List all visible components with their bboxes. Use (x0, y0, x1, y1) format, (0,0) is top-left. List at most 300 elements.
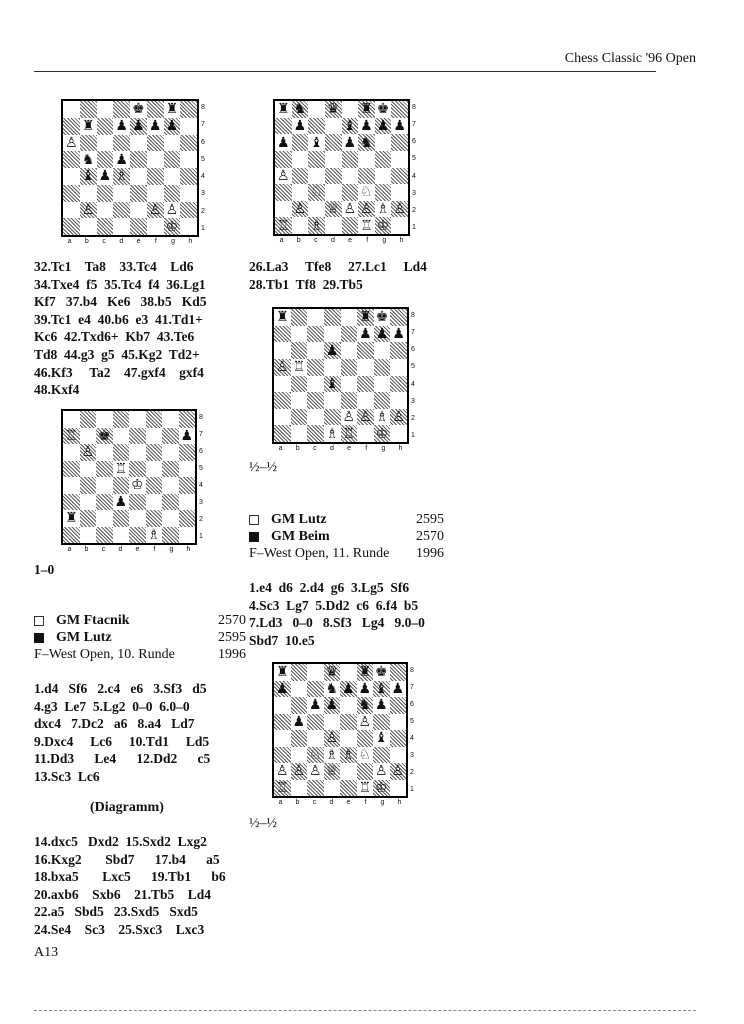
square-h8 (390, 309, 407, 326)
square-c2 (307, 763, 324, 780)
square-c5 (307, 714, 324, 731)
rank-label: 8 (411, 312, 415, 320)
square-a8 (275, 101, 292, 118)
rank-label: 3 (411, 397, 415, 405)
square-c5 (307, 359, 324, 376)
square-f5 (357, 359, 374, 376)
square-c5 (97, 151, 114, 168)
square-f3 (357, 747, 374, 764)
square-b4 (80, 168, 97, 185)
square-c4 (96, 477, 113, 494)
square-b8 (80, 101, 97, 118)
square-b5 (80, 461, 97, 478)
square-a2 (63, 510, 80, 527)
white-square-icon (34, 616, 44, 626)
square-h3 (180, 185, 197, 202)
square-f8 (146, 411, 163, 428)
square-d4 (325, 168, 342, 185)
file-label: f (153, 546, 156, 553)
square-g6 (164, 135, 181, 152)
file-label: d (329, 445, 334, 452)
square-f1 (147, 218, 164, 235)
game3-white-player: GM Lutz (271, 511, 327, 527)
file-label: g (381, 445, 386, 452)
square-d1 (324, 780, 341, 797)
square-b1 (292, 217, 309, 234)
square-a1 (63, 218, 80, 235)
square-b7 (291, 326, 308, 343)
game1-result: 1–0 (34, 562, 55, 577)
square-d1 (324, 425, 341, 442)
square-d8 (325, 101, 342, 118)
square-a2 (274, 409, 291, 426)
chess-piece: ♙ (81, 444, 95, 461)
chess-piece: ♟ (376, 117, 390, 134)
chess-piece: ♗ (115, 168, 128, 185)
chess-piece: ♟ (98, 168, 112, 185)
square-h1 (179, 527, 196, 544)
square-d2 (324, 409, 341, 426)
square-g1 (375, 217, 392, 234)
square-g1 (373, 780, 390, 797)
square-a2 (63, 202, 80, 219)
square-a5 (63, 151, 80, 168)
file-label: e (347, 445, 352, 452)
square-f4 (147, 168, 164, 185)
square-g6 (162, 444, 179, 461)
square-b5 (291, 714, 308, 731)
game2-moves-part1: 1.d4 Sf6 2.c4 e6 3.Sf3 d5 4.g3 Le7 5.Lg2 0–0 6.0–0 dxc4 7.Dc2 a6 8.a4 Ld7 9.Dxc4 Lc6 10.Td1 Ld5 11.Dd3 Le4 12.Dd2 c5 13.Sc3 Lc6 (34, 681, 211, 784)
chess-piece: ♟ (115, 118, 128, 135)
square-g3 (374, 392, 391, 409)
square-c7 (307, 681, 324, 698)
game2-black-elo: 2595 (218, 629, 246, 645)
file-label: b (295, 445, 300, 452)
page-number: A13 (34, 945, 59, 960)
square-e2 (342, 201, 359, 218)
footer-rule (34, 1010, 696, 1011)
square-e5 (130, 151, 147, 168)
chess-piece: ♔ (375, 425, 389, 442)
game2-header (34, 612, 246, 663)
square-a8 (63, 101, 80, 118)
square-h4 (391, 168, 408, 185)
chess-piece: ♚ (97, 427, 111, 444)
file-label: a (67, 238, 72, 245)
square-g7 (374, 326, 391, 343)
chess-piece: ♟ (392, 325, 405, 342)
square-b8 (291, 309, 308, 326)
square-d6 (324, 342, 341, 359)
file-label: c (102, 238, 106, 245)
square-d7 (113, 118, 130, 135)
square-e1 (130, 218, 147, 235)
square-h1 (180, 218, 197, 235)
chess-piece: ♛ (326, 101, 340, 118)
square-c7 (307, 326, 324, 343)
square-f3 (357, 392, 374, 409)
square-g7 (373, 681, 390, 698)
square-h7 (180, 118, 197, 135)
chess-piece: ♟ (343, 134, 357, 151)
square-d7 (325, 118, 342, 135)
square-d1 (113, 218, 130, 235)
square-d6 (325, 134, 342, 151)
square-h5 (390, 714, 407, 731)
chess-piece: ♟ (359, 325, 372, 342)
square-f4 (358, 168, 375, 185)
square-e6 (129, 444, 146, 461)
chess-piece: ♞ (325, 680, 339, 697)
square-a5 (274, 714, 291, 731)
square-c7 (308, 118, 325, 135)
square-h8 (179, 411, 196, 428)
square-f8 (147, 101, 164, 118)
chess-piece: ♖ (114, 460, 128, 477)
rank-label: 7 (199, 431, 203, 438)
rank-label: 3 (412, 189, 416, 197)
square-f7 (147, 118, 164, 135)
square-f3 (358, 184, 375, 201)
rank-label: 1 (201, 224, 205, 232)
chess-piece: ♚ (376, 101, 390, 118)
file-label: h (398, 445, 403, 452)
chess-piece: ♟ (132, 118, 145, 135)
chess-piece: ♟ (292, 713, 306, 730)
square-h5 (180, 151, 197, 168)
square-a4 (274, 730, 291, 747)
square-c8 (96, 411, 113, 428)
chess-piece: ♟ (114, 493, 128, 510)
square-a3 (63, 494, 80, 511)
square-g7 (164, 118, 181, 135)
square-e3 (340, 747, 357, 764)
chess-diagram-5 (272, 662, 414, 806)
square-d4 (324, 730, 341, 747)
chess-piece: ♙ (275, 763, 289, 780)
square-a2 (275, 201, 292, 218)
chess-piece: ♟ (275, 680, 289, 697)
chess-piece: ♞ (360, 134, 373, 151)
square-c4 (307, 376, 324, 393)
square-g5 (164, 151, 181, 168)
square-h3 (390, 392, 407, 409)
black-square-icon (34, 633, 44, 643)
file-label: b (84, 546, 89, 553)
square-g3 (164, 185, 181, 202)
game3-year: 1996 (416, 545, 444, 561)
chess-piece: ♟ (325, 697, 339, 714)
chess-piece: ♟ (115, 151, 128, 168)
square-a3 (63, 185, 80, 202)
chess-piece: ♚ (374, 664, 388, 681)
rank-label: 6 (411, 346, 415, 354)
square-g8 (375, 101, 392, 118)
file-label: e (346, 799, 351, 806)
square-d2 (113, 510, 130, 527)
chess-diagram-2 (61, 409, 203, 553)
square-c8 (97, 101, 114, 118)
square-h5 (179, 461, 196, 478)
square-d7 (324, 681, 341, 698)
square-c2 (96, 510, 113, 527)
chess-piece: ♘ (360, 184, 373, 201)
chess-piece: ♖ (64, 427, 78, 444)
chess-piece: ♜ (64, 510, 78, 527)
chess-piece: ♖ (292, 359, 306, 376)
square-e2 (340, 763, 357, 780)
square-c2 (308, 201, 325, 218)
chess-piece: ♟ (180, 427, 194, 444)
square-b2 (291, 763, 308, 780)
square-b4 (80, 477, 97, 494)
square-d3 (325, 184, 342, 201)
square-h1 (390, 425, 407, 442)
square-d8 (113, 101, 130, 118)
chess-piece: ♙ (165, 201, 179, 218)
chess-piece: ♖ (360, 217, 373, 234)
square-e8 (342, 101, 359, 118)
chess-piece: ♟ (375, 325, 389, 342)
file-label: a (67, 546, 72, 553)
square-c6 (307, 342, 324, 359)
square-e7 (342, 118, 359, 135)
chess-piece: ♗ (325, 425, 339, 442)
square-a6 (274, 342, 291, 359)
square-a7 (274, 681, 291, 698)
rank-label: 4 (410, 735, 414, 742)
file-label: c (313, 445, 317, 452)
square-c7 (96, 428, 113, 445)
chess-piece: ♙ (81, 201, 95, 218)
square-b2 (80, 202, 97, 219)
square-f3 (147, 185, 164, 202)
square-e5 (342, 151, 359, 168)
square-b1 (291, 425, 308, 442)
square-h7 (390, 681, 407, 698)
rank-label: 3 (410, 752, 414, 759)
square-b3 (291, 392, 308, 409)
square-b7 (80, 118, 97, 135)
square-g8 (373, 664, 390, 681)
square-c3 (96, 494, 113, 511)
square-h1 (391, 217, 408, 234)
file-label: g (380, 799, 385, 806)
square-g1 (164, 218, 181, 235)
square-f2 (146, 510, 163, 527)
square-f6 (146, 444, 163, 461)
square-d6 (113, 444, 130, 461)
file-label: b (296, 237, 301, 244)
square-h2 (179, 510, 196, 527)
chess-piece: ♕ (325, 763, 339, 780)
rank-label: 6 (410, 701, 414, 708)
chess-piece: ♞ (81, 151, 95, 168)
rank-label: 2 (199, 516, 203, 523)
square-a1 (274, 780, 291, 797)
square-a4 (275, 168, 292, 185)
game2-black-player: GM Lutz (56, 629, 112, 645)
file-label: a (278, 799, 283, 806)
chess-piece: ♗ (375, 409, 389, 426)
chess-piece: ♜ (359, 309, 372, 326)
chess-piece: ♟ (360, 117, 373, 134)
square-d3 (113, 185, 130, 202)
square-f6 (358, 134, 375, 151)
square-e6 (341, 342, 358, 359)
rank-label: 4 (412, 172, 416, 180)
square-a6 (275, 134, 292, 151)
rank-label: 3 (201, 190, 205, 198)
game2-white-player: GM Ftacnik (56, 612, 130, 628)
rank-label: 7 (411, 329, 415, 337)
file-label: f (366, 237, 369, 244)
rank-label: 2 (411, 414, 415, 422)
square-g6 (373, 697, 390, 714)
square-c7 (97, 118, 114, 135)
file-label: f (154, 238, 157, 245)
square-a8 (63, 411, 80, 428)
game2-year: 1996 (218, 646, 246, 662)
square-f4 (357, 376, 374, 393)
square-f5 (358, 151, 375, 168)
header-rule (34, 71, 656, 72)
square-h4 (390, 730, 407, 747)
file-label: a (279, 237, 284, 244)
square-d3 (324, 747, 341, 764)
square-a5 (275, 151, 292, 168)
chess-piece: ♖ (277, 217, 290, 234)
square-b5 (292, 151, 309, 168)
square-d5 (325, 151, 342, 168)
square-e7 (341, 326, 358, 343)
square-e2 (341, 409, 358, 426)
chess-piece: ♝ (374, 680, 388, 697)
square-c3 (308, 184, 325, 201)
square-e1 (340, 780, 357, 797)
square-g3 (373, 747, 390, 764)
square-d3 (324, 392, 341, 409)
file-label: d (119, 238, 124, 245)
square-f2 (357, 763, 374, 780)
square-b1 (80, 218, 97, 235)
square-a7 (275, 118, 292, 135)
rank-label: 8 (410, 667, 414, 674)
chess-piece: ♗ (376, 201, 390, 218)
rank-label: 5 (411, 363, 415, 371)
square-g3 (375, 184, 392, 201)
chess-piece: ♛ (325, 664, 339, 681)
rank-label: 5 (199, 465, 203, 472)
square-e4 (130, 168, 147, 185)
square-b6 (292, 134, 309, 151)
game3-result: ½–½ (249, 816, 277, 831)
square-h4 (179, 477, 196, 494)
square-e8 (341, 309, 358, 326)
chess-piece: ♙ (359, 409, 372, 426)
chess-piece: ♔ (376, 217, 390, 234)
game3-white-elo: 2595 (416, 511, 444, 527)
square-c1 (307, 425, 324, 442)
game2-moves-col2: 26.La3 Tfe8 27.Lc1 Ld4 28.Tb1 Tf8 29.Tb5 (249, 259, 427, 292)
square-c1 (308, 217, 325, 234)
square-d3 (113, 494, 130, 511)
square-e4 (341, 376, 358, 393)
square-e5 (340, 714, 357, 731)
square-g5 (375, 151, 392, 168)
chess-piece: ♟ (293, 117, 307, 134)
square-h7 (391, 118, 408, 135)
square-f6 (147, 135, 164, 152)
chess-piece: ♟ (393, 117, 406, 134)
square-d2 (325, 201, 342, 218)
game1-moves: 32.Tc1 Ta8 33.Tc4 Ld6 34.Txe4 f5 35.Tc4 f4 36.Lg1 Kf7 37.b4 Ke6 38.b5 Kd5 39.Tc1 e4 40.b6 e3 41.Td1+ Kc6 42.Txd6+ Kb7 43.Te6 Td8 44.g3 g5 45.Kg2 Td2+ 46.Kf3 Ta2 47.gxf4 gxf4 48.Kxf4 (34, 259, 207, 398)
square-g2 (375, 201, 392, 218)
chess-diagram-4 (272, 307, 415, 452)
rank-label: 7 (412, 121, 416, 129)
square-h3 (390, 747, 407, 764)
rank-label: 8 (412, 104, 416, 112)
rank-label: 6 (412, 138, 416, 146)
file-label: h (188, 238, 193, 245)
file-label: d (329, 799, 334, 806)
chess-piece: ♝ (343, 117, 357, 134)
square-g4 (373, 730, 390, 747)
square-a1 (275, 217, 292, 234)
square-d5 (113, 461, 130, 478)
rank-label: 1 (199, 533, 203, 540)
square-e3 (341, 392, 358, 409)
square-e8 (129, 411, 146, 428)
square-a4 (274, 376, 291, 393)
game2-white-elo: 2570 (218, 612, 246, 628)
square-g7 (375, 118, 392, 135)
chess-piece: ♟ (374, 697, 388, 714)
square-b6 (80, 135, 97, 152)
file-label: f (364, 799, 367, 806)
chess-piece: ♙ (293, 201, 307, 218)
square-c6 (307, 697, 324, 714)
chess-piece: ♜ (276, 309, 289, 326)
square-d1 (113, 527, 130, 544)
square-h7 (390, 326, 407, 343)
file-label: g (171, 238, 176, 245)
chess-piece: ♔ (165, 218, 179, 235)
square-f6 (357, 342, 374, 359)
square-f1 (358, 217, 375, 234)
square-e2 (130, 202, 147, 219)
square-d4 (113, 168, 130, 185)
square-a8 (274, 309, 291, 326)
square-a7 (274, 326, 291, 343)
chess-piece: ♖ (342, 425, 356, 442)
square-f1 (146, 527, 163, 544)
square-g1 (374, 425, 391, 442)
square-e4 (342, 168, 359, 185)
file-label: a (278, 445, 283, 452)
rank-label: 8 (199, 414, 203, 421)
square-e2 (129, 510, 146, 527)
square-d8 (113, 411, 130, 428)
square-d4 (324, 376, 341, 393)
square-c3 (97, 185, 114, 202)
square-h2 (390, 409, 407, 426)
square-e3 (130, 185, 147, 202)
file-label: h (399, 237, 404, 244)
chess-piece: ♘ (308, 746, 322, 763)
square-d8 (324, 309, 341, 326)
square-g5 (374, 359, 391, 376)
